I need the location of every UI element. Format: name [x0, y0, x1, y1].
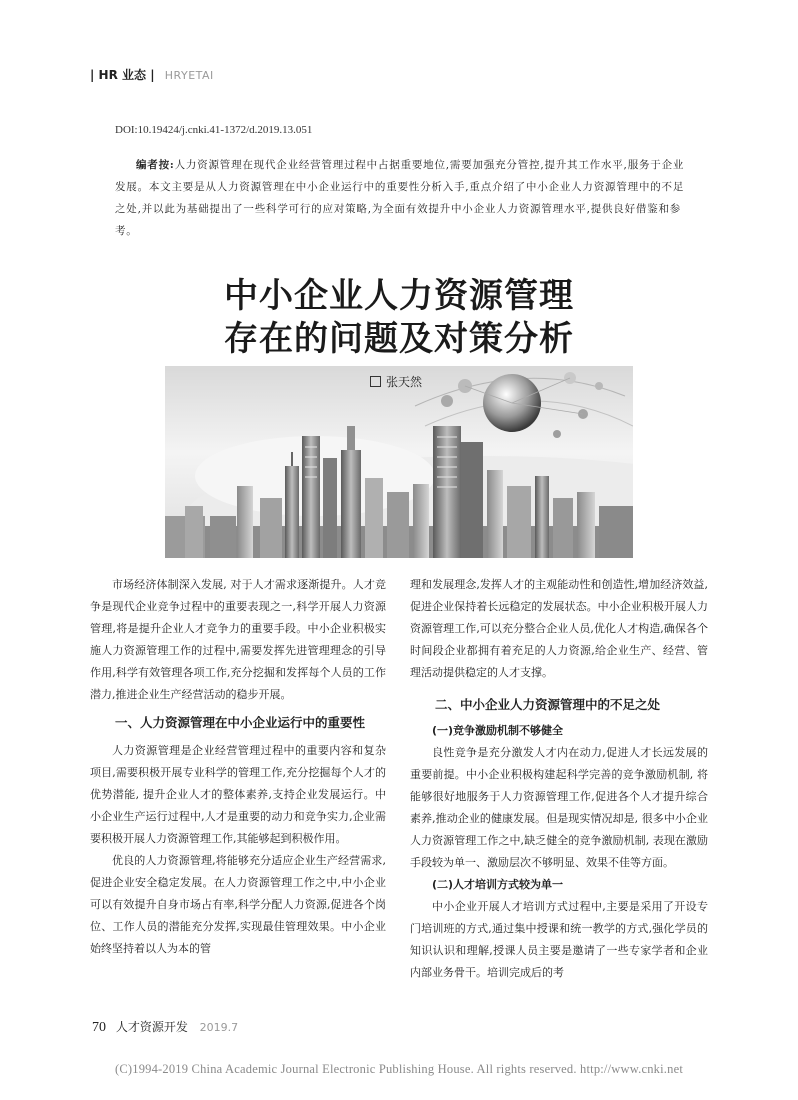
issue-date: 2019.7 — [199, 1021, 239, 1034]
section-sublabel: HRYETAI — [164, 69, 214, 82]
journal-name: 人才资源开发 — [115, 1020, 188, 1034]
paragraph: 市场经济体制深入发展, 对于人才需求逐渐提升。人才竞争是现代企业竞争过程中的重要表现之一,科学开展人力资源管理,将是提升企业人才竞争力的重要手段。中小企业积极实施人力资源管理工作的过程中,需要发挥先进管理理念的引导作用,科学有效管理各项工作,充分挖掘和发挥每个人员的工作潜力,推进企业生产经营活动的稳步开展。 — [90, 578, 386, 701]
page-footer — [92, 1018, 238, 1036]
copyright-notice: (C)1994-2019 China Academic Journal Electronic Publishing House. All rights reserved. http://www.cnki.net — [114, 1062, 683, 1076]
section-header — [90, 66, 214, 83]
paragraph: 理和发展理念,发挥人才的主观能动性和创造性,增加经济效益,促进企业保持着长远稳定的发展状态。中小企业积极开展人力资源管理工作,可以充分整合企业人员,优化人才构造,确保各个时间段企业都拥有着充足的人力资源,给企业生产、经营、管理活动提供稳定的人才支撑。 — [410, 578, 708, 679]
editor-note-label: 编者按: — [136, 159, 175, 171]
paragraph: 人力资源管理是企业经营管理过程中的重要内容和复杂项目,需要积极开展专业科学的管理工作,充分挖掘每个人才的优势潜能, 提升企业人才的整体素养,支持企业发展运行。中小企业生产运行过程中,人才是重要的动力和竞争实力,企业需要积极开展人力资源管理工作,其能够起到积极作用。 — [90, 744, 386, 845]
doi: DOI:10.19424/j.cnki.41-1372/d.2019.13.051 — [115, 124, 313, 136]
article-title-line-2: 存在的问题及对策分析 — [224, 319, 574, 359]
editor-note — [115, 154, 685, 242]
left-column — [90, 574, 386, 960]
paragraph: 中小企业开展人才培训方式过程中,主要是采用了开设专门培训班的方式,通过集中授课和统一教学的方式,强化学员的知识认识和理解,授课人员主要是邀请了一些专家学者和企业内部业务骨干。培训完成后的考 — [410, 900, 708, 979]
subsection-heading: (二)人才培训方式较为单一 — [432, 878, 564, 891]
editor-note-text: 人力资源管理在现代企业经营管理过程中占据重要地位,需要加强充分管控,提升其工作水平,服务于企业发展。本文主要是从人力资源管理在中小企业运行中的重要性分析入手,重点介绍了中小企业人力资源管理中的不足之处,并以此为基础提出了一些科学可行的应对策略,为全面有效提升中小企业人力资源管理水平,提供良好借鉴和参考。 — [115, 159, 685, 237]
author-name: 张天然 — [386, 375, 423, 389]
section-heading: 一、人力资源管理在中小企业运行中的重要性 — [115, 715, 366, 730]
paragraph: 优良的人力资源管理,将能够充分适应企业生产经营需求,促进企业安全稳定发展。在人力资源管理工作之中,中小企业可以有效提升自身市场占有率,科学分配人力资源,促进各个岗位、工作人员的潜能充分发挥,实现最佳管理效果。中小企业始终坚持着以人为本的管 — [90, 854, 386, 955]
author-byline — [370, 373, 422, 390]
section-label: | HR 业态 | — [90, 68, 155, 82]
article-title-line-1: 中小企业人力资源管理 — [224, 276, 574, 316]
author-box-icon — [370, 376, 381, 387]
paragraph: 良性竞争是充分激发人才内在动力,促进人才长远发展的重要前提。中小企业积极构建起科学完善的竞争激励机制, 将能够很好地服务于人力资源管理工作,促进各个人才提升综合素养,推动企业的健康发展。但是现实情况却是, 很多中小企业人力资源管理工作之中,缺乏健全的竞争激励机制, 表现在激励手段较为单一、激励层次不够明显、效果不佳等方面。 — [410, 746, 708, 869]
subsection-heading: (一)竞争激励机制不够健全 — [432, 724, 564, 737]
right-column — [410, 574, 708, 984]
page-number: 70 — [92, 1020, 106, 1035]
skyline-graphic — [165, 366, 633, 558]
section-heading: 二、中小企业人力资源管理中的不足之处 — [435, 697, 661, 712]
city-skyline-illustration — [165, 366, 633, 558]
